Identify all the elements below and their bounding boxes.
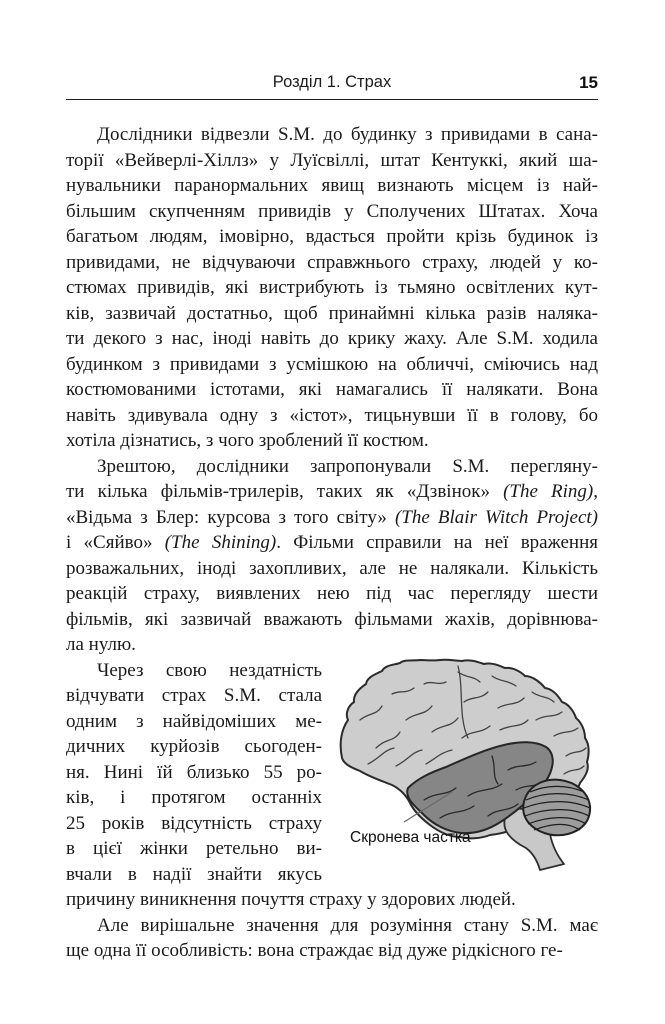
text-segment: нувальники паранормальних явищ визнають місцем із най- [66, 175, 598, 196]
text-segment: ла нулю. [66, 634, 136, 655]
paragraph-4 [66, 913, 598, 964]
text-segment: розважальних, іноді захопливих, але не налякали. Кількість [66, 557, 598, 579]
text-line [66, 403, 598, 429]
text-segment: і «Сяйво» [66, 532, 165, 553]
italic-text-segment: (The Ring) [503, 481, 594, 502]
text-line [66, 326, 598, 352]
text-segment: Зрештою, дослідники запропонували S.M. перегляну- [97, 455, 598, 477]
text-line [66, 301, 598, 327]
text-segment: , [593, 481, 598, 502]
text-segment: 25 років відсутність страху [66, 812, 322, 834]
text-segment: . Фільми справили на неї враження [276, 532, 598, 553]
figure-caption: Скронева частка [350, 828, 471, 846]
text-segment: відчувати страх S.M. стала [66, 685, 322, 706]
text-segment: ків, зазвичай достатньо, щоб принаймні кілька разів наляка- [66, 302, 598, 324]
text-segment: хотіла дізнатись, з чого зроблений її костюм. [66, 430, 429, 451]
text-segment: ня. Нині їй близько 55 ро- [66, 761, 322, 783]
paragraph-2 [66, 454, 598, 658]
running-head [66, 72, 598, 100]
text-segment: вчали в надії знайти якусь [66, 863, 322, 885]
text-segment: реакцій страху, виявлених нею під час перегляду шести [66, 583, 598, 604]
text-segment: торії «Вейверлі-Хіллз» у Луїсвіллі, штат Кентуккі, який ша- [66, 149, 598, 171]
text-line [66, 581, 598, 607]
text-line [66, 352, 598, 378]
text-segment: в цієї жінки ретельно ви- [66, 838, 322, 859]
text-line [66, 428, 598, 454]
text-line [66, 377, 598, 403]
text-segment: ків, і протягом останніх [66, 787, 322, 808]
brain-illustration [338, 658, 598, 876]
italic-text-segment: (The Shining) [164, 532, 277, 553]
text-segment: стюмах привидів, які вистрибують із тьмяно освітлених кут- [66, 277, 598, 298]
text-segment: костюмованими істотами, які намагались її налякати. Вона [66, 379, 598, 400]
figure-brain [338, 658, 598, 876]
text-segment: ще одна її особливість: вона страждає від дуже рідкісного ге- [66, 940, 563, 961]
text-line [66, 887, 598, 913]
text-segment: ти кілька фільмів-трилерів, таких як «Дзвінок» [66, 481, 504, 502]
text-line [66, 173, 598, 199]
cerebellum [523, 779, 590, 835]
text-line [66, 632, 598, 658]
paragraph-1 [66, 122, 598, 454]
text-segment: причину виникнення почуття страху у здорових людей. [66, 889, 516, 910]
text-line [66, 224, 598, 250]
text-segment: багатьом людям, імовірно, вдасться пройти крізь будинок із [66, 226, 598, 247]
text-segment: будинком з привидами з усмішкою на обличчі, сміючись над [66, 353, 598, 375]
text-line [66, 122, 598, 148]
text-segment: навіть здивувала одну з «істот», тицьнувши її в голову, бо [66, 404, 598, 426]
text-segment: Дослідники відвезли S.M. до будинку з привидами в сана- [97, 124, 598, 145]
text-segment: Але вирішальне значення для розуміння стану S.M. має [97, 914, 598, 936]
page-number: 15 [579, 73, 598, 92]
text-segment: дичних курйозів сьогоден- [66, 736, 322, 757]
text-segment: більшим скупченням привидів у Сполучених Штатах. Хоча [66, 200, 598, 222]
text-line [66, 505, 598, 531]
text-line [66, 938, 598, 964]
text-segment: одним з найвідоміших ме- [66, 710, 322, 732]
chapter-title: Розділ 1. Страх [272, 73, 392, 91]
text-line [66, 199, 598, 225]
text-segment: фільмів, які зазвичай вважають фільмами жахів, дорівнюва- [66, 608, 598, 630]
text-line [66, 454, 598, 480]
text-line [66, 275, 598, 301]
text-segment: Через свою нездатність [97, 659, 322, 681]
text-line [66, 530, 598, 556]
text-segment: привидами, не відчуваючи справжнього страху, людей у ко- [66, 251, 598, 273]
text-segment: ти декого з нас, іноді навіть до крику жаху. Але S.M. ходила [66, 328, 598, 349]
body-text [66, 122, 598, 964]
text-line [66, 913, 598, 939]
italic-text-segment: (The Blair Witch Project) [394, 506, 598, 528]
text-line [66, 556, 598, 582]
text-line [66, 479, 598, 505]
text-line [66, 250, 598, 276]
text-segment: «Відьма з Блер: курсова з того світу» [66, 506, 395, 528]
text-line [66, 148, 598, 174]
text-line [66, 607, 598, 633]
